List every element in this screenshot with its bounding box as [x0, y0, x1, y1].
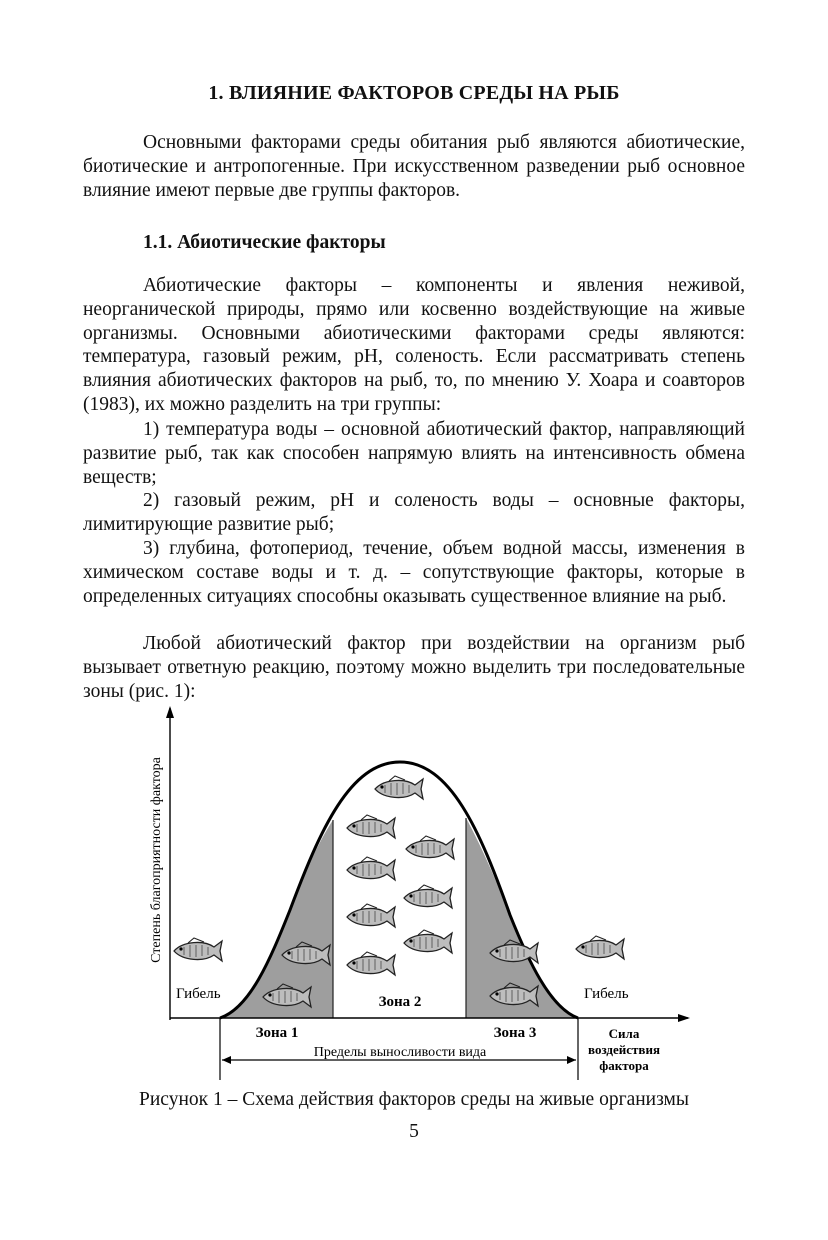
list-item-temperature: 1) температура воды – основной абиотический фактор, направляющий развитие рыб, так как способен напрямую влиять на интенсивность обмена веществ; [83, 419, 745, 488]
death-label-right: Гибель [584, 986, 629, 1002]
fish-icon [174, 776, 624, 1007]
x-axis-label-line3: фактора [599, 1058, 649, 1073]
zone1-label: Зона 1 [255, 1025, 299, 1041]
zone2-label: Зона 2 [378, 994, 422, 1010]
zone3-label: Зона 3 [493, 1025, 537, 1041]
intro-paragraph: Основными факторами среды обитания рыб являются абиотические, биотические и антропогенные. При искусственном разведении рыб основное влияние имеют первые две группы факторов. [83, 132, 745, 201]
list-item-gas: 2) газовый режим, pH и соленость воды – основные факторы, лимитирующие развитие рыб; [83, 490, 745, 535]
x-axis-label-line2: воздействия [588, 1042, 660, 1057]
closing-paragraph: Любой абиотический фактор при воздействии на организм рыб вызывает ответную реакцию, поэтому можно выделить три последовательные зоны (рис. 1): [83, 633, 745, 702]
factor-zones-diagram [130, 700, 700, 1085]
abiotic-paragraph: Абиотические факторы – компоненты и явления неживой, неорганической природы, прямо или косвенно воздействующие на живые организмы. Основными абиотическими факторами среды являются: температура, газовый режим, pH, соленость. Если рассматривать степень влияния абиотических факторов на рыб, то, по мнению У. Хоара и соавторов (1983), их можно разделить на три группы: [83, 275, 745, 415]
page-number: 5 [409, 1121, 419, 1142]
death-label-left: Гибель [176, 986, 221, 1002]
figure-caption: Рисунок 1 – Схема действия факторов среды на живые организмы [139, 1089, 689, 1110]
y-axis-label: Степень благоприятности фактора [149, 757, 164, 963]
chapter-title: 1. ВЛИЯНИЕ ФАКТОРОВ СРЕДЫ НА РЫБ [208, 82, 620, 104]
x-axis-label-line1: Сила [608, 1026, 640, 1041]
tolerance-label: Пределы выносливости вида [313, 1045, 487, 1060]
section-title: 1.1. Абиотические факторы [143, 232, 386, 253]
list-item-other: 3) глубина, фотопериод, течение, объем водной массы, изменения в химическом составе воды и т. д. – сопутствующие факторы, которые в определенных ситуациях способны оказывать существенное влияние на рыб. [83, 538, 745, 607]
